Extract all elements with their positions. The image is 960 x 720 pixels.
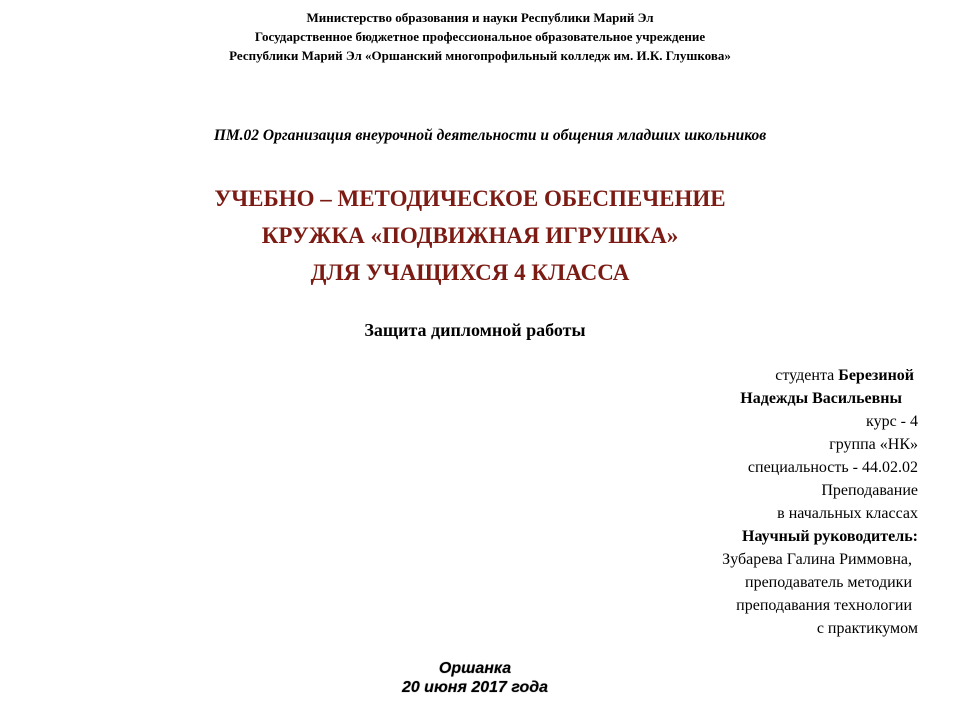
student-surname-line (722, 364, 914, 387)
student-prefix: студента (775, 367, 835, 384)
header-institution-type: Государственное бюджетное профессиональное образовательное учреждение (254, 29, 706, 44)
footer-city: Оршанка (438, 660, 512, 677)
supervisor-role-2: преподавания технологии (736, 597, 912, 614)
footer-date: 20 июня 2017 года (401, 679, 549, 696)
student-group: группа «НК» (829, 436, 918, 453)
defense-subtitle: Защита дипломной работы (364, 320, 586, 340)
header-college-name: Республики Марий Эл «Оршанский многопрофильный колледж им. И.К. Глушкова» (229, 48, 731, 63)
student-course: курс - 4 (866, 413, 918, 430)
student-info (722, 364, 918, 640)
main-title-line-2: КРУЖКА «ПОДВИЖНАЯ ИГРУШКА» (261, 223, 679, 248)
supervisor-role-1: преподаватель методики (745, 574, 912, 591)
header-ministry: Министерство образования и науки Республики Марий Эл (306, 10, 654, 25)
student-specialty-name-1: Преподавание (821, 482, 918, 499)
supervisor-label: Научный руководитель: (742, 528, 918, 545)
module-title: ПМ.02 Организация внеурочной деятельности и общения младших школьников (213, 127, 767, 144)
header (0, 8, 960, 65)
student-specialty-name-2: в начальных классах (777, 505, 918, 522)
student-specialty: специальность - 44.02.02 (747, 459, 918, 476)
footer (0, 659, 950, 697)
student-surname: Березиной (838, 367, 914, 384)
main-title-line-3: ДЛЯ УЧАЩИХСЯ 4 КЛАССА (310, 260, 630, 285)
main-title-line-1: УЧЕБНО – МЕТОДИЧЕСКОЕ ОБЕСПЕЧЕНИЕ (214, 186, 726, 211)
student-name: Надежды Васильевны (740, 390, 902, 407)
supervisor-name: Зубарева Галина Риммовна, (722, 551, 912, 568)
supervisor-role-3: с практикумом (816, 620, 918, 637)
